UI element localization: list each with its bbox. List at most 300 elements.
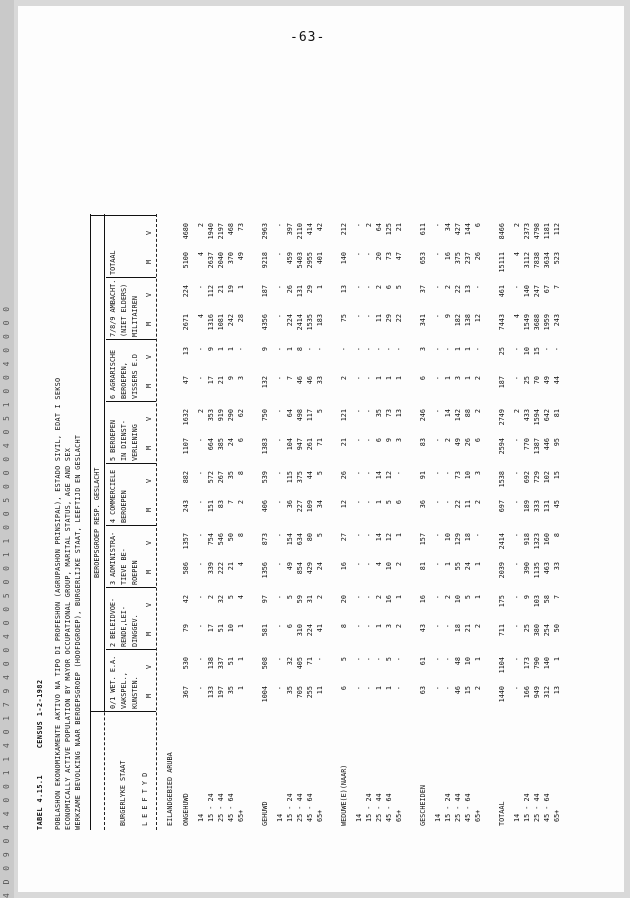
table-cell: 24 <box>227 438 235 447</box>
table-cell: 12 <box>385 471 393 480</box>
table-cell-total: 20 <box>340 595 348 604</box>
sex-label-v: V <box>145 478 153 484</box>
table-cell: - <box>434 562 442 567</box>
table-cell-total: 224 <box>182 285 190 298</box>
rotated-table <box>20 95 580 870</box>
table-cell: 2 <box>474 686 482 691</box>
table-cell: - <box>395 347 403 352</box>
table-cell: 140 <box>543 657 551 670</box>
table-cell-total: 187 <box>261 285 269 298</box>
table-cell: 1 <box>474 595 482 600</box>
table-cell: 24 <box>464 562 472 571</box>
table-cell: 310 <box>296 624 304 637</box>
column-divider <box>106 587 156 588</box>
table-cell: 370 <box>227 252 235 265</box>
table-cell: 35 <box>286 686 294 695</box>
table-cell: 6 <box>375 438 383 443</box>
table-cell-total: 581 <box>261 624 269 637</box>
subtitle-line: WERKZAME BEVOLKING NAAR BEROEPSGROEP (HOOFDGROEP), BURGERLIJKE STAAT, LEEFTIJD EN GESLACHT <box>74 434 82 830</box>
age-label: 45 - 64 <box>543 793 551 822</box>
table-cell: - <box>513 347 521 352</box>
table-cell: 22 <box>454 500 462 509</box>
table-cell: 3112 <box>523 252 531 269</box>
table-cell: 73 <box>454 471 462 480</box>
table-cell: 433 <box>523 409 531 422</box>
table-cell: 1 <box>444 376 452 381</box>
table-cell: 6 <box>474 223 482 228</box>
table-cell: - <box>197 347 205 352</box>
table-cell: 16 <box>444 252 452 261</box>
table-cell: 2 <box>513 223 521 228</box>
table-cell-total: 27 <box>340 533 348 542</box>
table-cell: 10 <box>464 471 472 480</box>
table-cell: 9 <box>523 595 531 600</box>
table-cell: - <box>395 471 403 476</box>
table-cell: 36 <box>286 500 294 509</box>
table-cell: 546 <box>217 533 225 546</box>
table-cell: - <box>355 657 363 662</box>
table-cell-total: 25 <box>498 347 506 356</box>
table-cell: - <box>365 657 373 662</box>
table-cell: - <box>197 500 205 505</box>
table-cell: 112 <box>207 285 215 298</box>
table-cell: - <box>395 657 403 662</box>
table-cell-total: 2671 <box>182 314 190 331</box>
table-cell: 138 <box>464 314 472 327</box>
table-cell: 1 <box>375 686 383 691</box>
sex-label-m: M <box>145 445 153 451</box>
table-cell: 1940 <box>207 223 215 240</box>
table-cell: 88 <box>464 409 472 418</box>
sex-label-v: V <box>145 540 153 546</box>
table-cell: 523 <box>553 252 561 265</box>
table-cell: 254 <box>543 624 551 637</box>
table-cell: 4 <box>197 314 205 319</box>
table-cell: - <box>434 223 442 228</box>
age-label: 45 - 64 <box>227 793 235 822</box>
table-cell: 73 <box>385 409 393 418</box>
table-cell: 21 <box>217 285 225 294</box>
table-cell: 50 <box>227 533 235 542</box>
table-cell: 34 <box>316 500 324 509</box>
table-cell: 1 <box>316 285 324 290</box>
table-cell: 5 <box>385 657 393 662</box>
table-cell: - <box>434 285 442 290</box>
table-cell-total: 3 <box>419 347 427 352</box>
column-header-line: VAKSPEL., <box>120 672 128 709</box>
table-cell: - <box>513 438 521 443</box>
table-cell: 183 <box>316 314 324 327</box>
table-cell: 1 <box>553 657 561 662</box>
table-cell: - <box>513 500 521 505</box>
table-cell: 754 <box>207 533 215 546</box>
table-cell-total: 63 <box>419 686 427 695</box>
table-cell: 8 <box>296 347 304 352</box>
table-cell-total: 508 <box>261 657 269 670</box>
table-cell: 67 <box>543 285 551 294</box>
table-cell: - <box>276 500 284 505</box>
table-cell: - <box>197 376 205 381</box>
age-label: 14 <box>513 813 521 822</box>
table-cell: 2 <box>375 285 383 290</box>
table-cell-total: 16 <box>340 562 348 571</box>
table-cell: - <box>513 285 521 290</box>
age-label: 65+ <box>553 809 561 822</box>
column-header-line: IN DIENST- <box>120 420 128 461</box>
column-header-line: VERLENING <box>131 424 139 461</box>
age-label: 14 <box>355 813 363 822</box>
table-cell: 51 <box>227 657 235 666</box>
table-cell: - <box>276 252 284 257</box>
table-cell-total: 81 <box>419 562 427 571</box>
sex-label-v: V <box>145 602 153 608</box>
table-cell-total: 9218 <box>261 252 269 269</box>
table-cell: - <box>276 686 284 691</box>
stub-header-bottom: L E E F T Y D <box>141 772 149 826</box>
table-cell: 51 <box>217 624 225 633</box>
table-cell: 572 <box>207 471 215 484</box>
table-cell: 2 <box>237 500 245 505</box>
age-label: 65+ <box>237 809 245 822</box>
table-cell: 3 <box>454 376 462 381</box>
table-cell: 49 <box>286 562 294 571</box>
table-cell: 11 <box>375 314 383 323</box>
table-cell: 45 <box>553 500 561 509</box>
table-cell: 131 <box>543 500 551 513</box>
table-cell: - <box>513 595 521 600</box>
table-cell: - <box>355 562 363 567</box>
table-cell: 29 <box>306 285 314 294</box>
table-cell: - <box>276 347 284 352</box>
table-cell: 70 <box>533 376 541 385</box>
table-cell: 46 <box>296 376 304 385</box>
column-divider <box>106 649 156 650</box>
table-cell: 29 <box>385 314 393 323</box>
table-cell: - <box>513 624 521 629</box>
table-cell-total: 341 <box>419 314 427 327</box>
table-cell-total: 1356 <box>261 562 269 579</box>
table-cell: 10 <box>464 657 472 666</box>
table-cell-total: 5 <box>340 657 348 662</box>
sex-label-m: M <box>145 693 153 699</box>
table-cell: 32 <box>286 657 294 666</box>
table-cell: 790 <box>533 657 541 670</box>
age-label: 15 - 24 <box>523 793 531 822</box>
table-cell: 7838 <box>533 252 541 269</box>
header-bottom-rule <box>156 214 157 830</box>
table-cell: - <box>276 409 284 414</box>
table-cell: 2 <box>365 223 373 228</box>
age-label: 15 - 24 <box>207 793 215 822</box>
table-cell: 182 <box>454 314 462 327</box>
table-cell: - <box>276 595 284 600</box>
column-header-line: BEROEPEN <box>120 490 128 523</box>
table-cell: - <box>365 285 373 290</box>
table-cell: 1959 <box>543 314 551 331</box>
table-cell: 337 <box>217 657 225 670</box>
table-cell: 2 <box>474 409 482 414</box>
table-cell-total: 83 <box>419 438 427 447</box>
table-cell-total: 8466 <box>498 223 506 240</box>
table-cell: - <box>276 438 284 443</box>
age-label: 25 - 44 <box>217 793 225 822</box>
table-cell: 17 <box>207 376 215 385</box>
age-label: 25 - 44 <box>375 793 383 822</box>
table-cell: 24 <box>316 562 324 571</box>
table-cell: 405 <box>296 657 304 670</box>
table-cell: 104 <box>286 438 294 451</box>
column-header-line: 7/8/9 AMBACHT. <box>109 279 117 337</box>
table-cell-total: 1107 <box>182 438 190 455</box>
table-cell: - <box>513 376 521 381</box>
table-cell: - <box>197 285 205 290</box>
table-cell: 2 <box>395 624 403 629</box>
table-cell: 1 <box>227 347 235 352</box>
table-cell: 10 <box>454 595 462 604</box>
age-label: 25 - 44 <box>533 793 541 822</box>
column-header-line: TIEVE BE- <box>120 548 128 585</box>
table-cell: 95 <box>553 438 561 447</box>
table-cell: 71 <box>306 657 314 666</box>
column-header-line: 0/1 WET. E.A. <box>109 655 117 709</box>
table-cell: 312 <box>543 686 551 699</box>
table-cell: - <box>197 533 205 538</box>
table-cell-total: 653 <box>419 252 427 265</box>
table-cell: - <box>355 471 363 476</box>
table-cell-total: 12 <box>340 500 348 509</box>
table-cell: 62 <box>237 409 245 418</box>
table-cell: 117 <box>306 409 314 422</box>
table-cell: - <box>355 376 363 381</box>
table-cell: 71 <box>316 438 324 447</box>
age-label: 45 - 64 <box>306 793 314 822</box>
table-cell: 46 <box>306 376 314 385</box>
table-cell: 3688 <box>533 314 541 331</box>
table-cell: 242 <box>227 314 235 327</box>
table-cell: 10 <box>523 347 531 356</box>
group-header: BEROEPSGROEP RESP. GESLACHT <box>93 467 101 578</box>
table-cell: - <box>316 347 324 352</box>
table-cell: 131 <box>296 285 304 298</box>
table-cell: - <box>197 438 205 443</box>
table-cell: 14 <box>375 533 383 542</box>
table-cell: - <box>395 686 403 691</box>
table-cell: 26 <box>474 252 482 261</box>
table-cell-total: 4680 <box>182 223 190 240</box>
table-cell: - <box>276 376 284 381</box>
table-cell: 2 <box>474 376 482 381</box>
table-cell: 2 <box>395 562 403 567</box>
table-cell: 55 <box>454 562 462 571</box>
table-cell: 247 <box>533 285 541 298</box>
table-cell: 17 <box>207 624 215 633</box>
table-cell: 2 <box>444 438 452 443</box>
table-cell: 2 <box>474 624 482 629</box>
table-cell: 1549 <box>523 314 531 331</box>
table-cell-total: 2414 <box>498 533 506 550</box>
table-cell: 427 <box>454 223 462 236</box>
table-cell-total: 15111 <box>498 252 506 273</box>
age-label: 15 - 24 <box>286 793 294 822</box>
table-cell: - <box>276 471 284 476</box>
table-cell-total: 13 <box>182 347 190 356</box>
table-cell: 44 <box>553 376 561 385</box>
table-cell: 729 <box>533 471 541 484</box>
sex-label-v: V <box>145 416 153 422</box>
table-cell: - <box>197 562 205 567</box>
table-cell: 6 <box>237 438 245 443</box>
table-cell: 770 <box>523 438 531 451</box>
table-cell: - <box>365 562 373 567</box>
table-cell: 5 <box>316 533 324 538</box>
table-cell: 18 <box>464 533 472 542</box>
table-cell: 2 <box>444 285 452 290</box>
table-cell-total: 9 <box>261 347 269 352</box>
table-cell: 35 <box>227 686 235 695</box>
table-cell: 1 <box>237 624 245 629</box>
table-cell: 73 <box>385 252 393 261</box>
column-divider <box>106 401 156 402</box>
table-cell: 12 <box>385 533 393 542</box>
table-cell: 5 <box>316 409 324 414</box>
table-cell: 375 <box>296 471 304 484</box>
table-cell: - <box>375 347 383 352</box>
table-cell: 21 <box>217 376 225 385</box>
table-cell: 5 <box>385 500 393 505</box>
table-cell: 390 <box>523 562 531 575</box>
table-cell: 22 <box>454 285 462 294</box>
table-cell: - <box>434 252 442 257</box>
table-cell: 1 <box>474 562 482 567</box>
table-cell: 34 <box>444 223 452 232</box>
table-cell: 692 <box>523 471 531 484</box>
table-cell: 3 <box>385 624 393 629</box>
table-cell: 4 <box>513 252 521 257</box>
table-cell: - <box>444 347 452 352</box>
table-cell: - <box>237 347 245 352</box>
table-cell: 1 <box>395 376 403 381</box>
table-cell: - <box>365 624 373 629</box>
table-cell: 26 <box>464 438 472 447</box>
table-cell: - <box>513 533 521 538</box>
table-cell: - <box>355 500 363 505</box>
table-cell: 10 <box>444 533 452 542</box>
table-cell-total: 8 <box>340 624 348 629</box>
table-cell: 142 <box>454 409 462 422</box>
table-cell: 1 <box>464 376 472 381</box>
table-cell-total: 97 <box>261 595 269 604</box>
table-cell: 32 <box>217 595 225 604</box>
table-cell: 429 <box>306 562 314 575</box>
table-cell: - <box>276 562 284 567</box>
sex-label-m: M <box>145 631 153 637</box>
table-cell-total: 212 <box>340 223 348 236</box>
table-cell: - <box>276 285 284 290</box>
age-label: 15 - 24 <box>444 793 452 822</box>
table-cell: 459 <box>286 252 294 265</box>
column-divider <box>90 215 156 216</box>
table-cell: 1 <box>385 686 393 691</box>
table-cell: 83 <box>217 500 225 509</box>
sex-label-m: M <box>145 259 153 265</box>
table-cell: 224 <box>286 314 294 327</box>
table-cell: 8 <box>237 533 245 538</box>
table-cell-total: 132 <box>261 376 269 389</box>
table-cell-total: 75 <box>340 314 348 323</box>
table-cell: 634 <box>296 533 304 546</box>
table-cell: - <box>434 471 442 476</box>
table-cell: 14 <box>444 409 452 418</box>
table-cell: 11 <box>464 500 472 509</box>
table-cell: - <box>434 314 442 319</box>
sex-label-v: V <box>145 230 153 236</box>
table-cell: 5403 <box>296 252 304 269</box>
table-cell: - <box>365 533 373 538</box>
table-cell: 498 <box>296 409 304 422</box>
section-label: GESCHEIDEN <box>419 785 427 826</box>
table-cell: - <box>365 314 373 319</box>
section-label: GEHUWD <box>261 801 269 826</box>
age-label: 15 - 24 <box>365 793 373 822</box>
table-cell: 49 <box>237 252 245 261</box>
table-cell: 2 <box>316 595 324 600</box>
table-cell: 28 <box>237 314 245 323</box>
table-cell: - <box>513 562 521 567</box>
table-cell: 5 <box>464 595 472 600</box>
table-cell: 5 <box>395 285 403 290</box>
table-cell: 6 <box>474 438 482 443</box>
table-cell: 6 <box>286 624 294 629</box>
age-label: 45 - 64 <box>385 793 393 822</box>
table-cell: - <box>197 686 205 691</box>
age-label: 25 - 44 <box>454 793 462 822</box>
table-cell: 173 <box>523 657 531 670</box>
table-cell: 1387 <box>533 438 541 455</box>
table-cell: 14 <box>375 471 383 480</box>
table-cell: 8 <box>553 533 561 538</box>
table-cell: 1 <box>395 595 403 600</box>
table-cell-total: 43 <box>419 624 427 633</box>
table-cell: 1 <box>237 686 245 691</box>
table-cell: - <box>276 314 284 319</box>
table-cell: 22 <box>395 314 403 323</box>
table-cell: - <box>355 624 363 629</box>
table-cell: 1 <box>474 657 482 662</box>
table-cell: 189 <box>523 500 531 513</box>
table-cell: 21 <box>395 223 403 232</box>
table-cell: - <box>474 533 482 538</box>
table-cell: 5 <box>286 595 294 600</box>
table-cell: 160 <box>543 533 551 546</box>
table-cell: 109 <box>306 500 314 513</box>
table-cell: 33 <box>316 376 324 385</box>
group-rule <box>104 216 105 712</box>
table-cell: 4 <box>197 252 205 257</box>
table-cell-total: 882 <box>182 471 190 484</box>
table-cell: 11 <box>316 686 324 695</box>
table-cell: 397 <box>286 223 294 236</box>
table-cell-total: 1538 <box>498 471 506 488</box>
table-cell: 353 <box>207 409 215 422</box>
table-cell: 64 <box>286 409 294 418</box>
table-cell-total: 187 <box>498 376 506 389</box>
table-cell: 664 <box>207 438 215 451</box>
column-header-line: MILITAIREN <box>131 296 139 337</box>
table-cell: 58 <box>543 595 551 604</box>
table-cell: 854 <box>296 562 304 575</box>
table-cell: 2110 <box>296 223 304 240</box>
table-cell: 112 <box>553 223 561 236</box>
